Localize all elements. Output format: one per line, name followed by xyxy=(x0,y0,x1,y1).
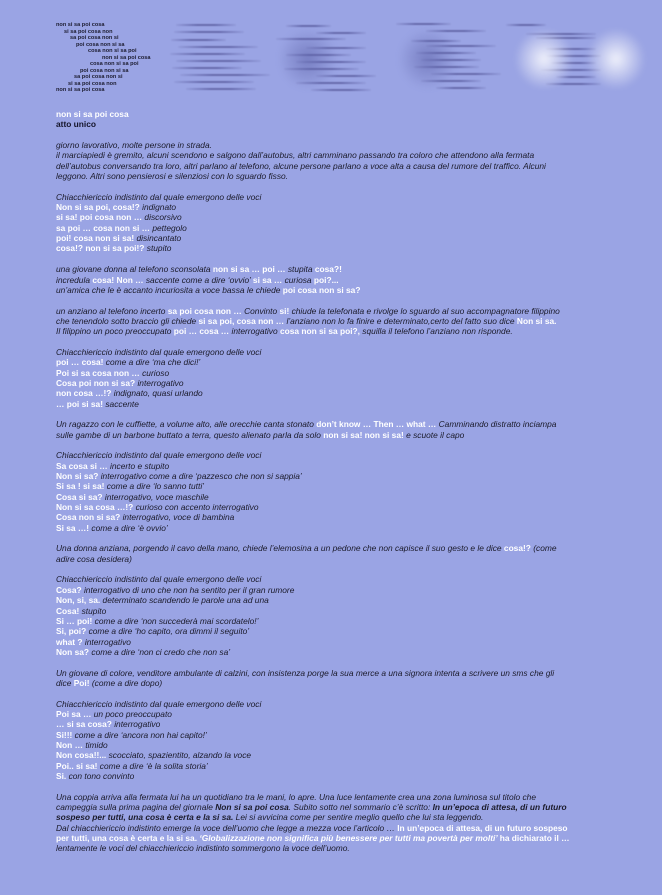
stage-direction: il marciapiedi è gremito, alcuni scendono e salgono dall’autobus, altri camminano passando tra coloro che attendono alla fermata xyxy=(56,150,535,161)
stage-direction: Non si sa poi cosa xyxy=(215,802,289,813)
text-line xyxy=(56,357,648,367)
voice-line: poi cosa non si sa? xyxy=(282,284,361,295)
voice-line: Non si sa cosa …!? xyxy=(56,502,136,513)
title-echo-cascade xyxy=(56,22,176,96)
blur-stroke xyxy=(176,60,261,62)
text-line xyxy=(56,543,648,553)
blur-wisp xyxy=(586,28,646,90)
stage-direction: Una donna anziana, porgendo il cavo della mano, chiede l’elemosina a un pedone che non capisce il suo gesto e le dice xyxy=(56,543,504,554)
text-line xyxy=(56,150,648,160)
voice-line: non cosa …!? xyxy=(56,388,114,399)
blur-stroke xyxy=(311,89,371,91)
stage-direction: Dal chiacchiericcio indistinto emerge la voce dell’uomo che legge a mezza voce l’articolo … xyxy=(56,822,398,833)
text-line xyxy=(56,719,648,729)
voice-line: sa poi cosa non … xyxy=(167,305,245,316)
blur-stroke xyxy=(506,24,546,26)
stage-direction: con tono convinto xyxy=(68,771,135,781)
blur-stroke xyxy=(174,81,254,83)
echo-line: non si sa poi cosa xyxy=(102,54,151,61)
text-line xyxy=(56,678,648,688)
stage-direction: un poco preoccupato xyxy=(93,708,172,719)
script-text xyxy=(56,109,648,864)
voice-line: si! xyxy=(279,305,292,316)
text-line xyxy=(56,264,648,274)
stage-direction: sulle gambe di un barbone buttato a terra, questo alienato parla da solo xyxy=(56,429,324,440)
text-line xyxy=(56,171,648,181)
stage-direction: lentamente le voci del chiacchiericcio indistinto sommergono la voce dell’uomo. xyxy=(56,843,350,854)
stage-direction: dell’autobus conversando tra loro, altri parlano al telefono, alcune persone parlano a voce alta a causa del rumore del traffico. Alcuni xyxy=(56,160,546,171)
title-block xyxy=(56,109,648,130)
stage-direction: saccente xyxy=(105,398,139,409)
blur-stroke xyxy=(436,87,486,89)
blur-stroke xyxy=(396,23,451,25)
text-line xyxy=(56,430,648,440)
stage-direction: sospeso per tutti, una cosa è certa e la si sa. xyxy=(56,812,236,823)
voice-line: poi … cosa! xyxy=(56,357,106,368)
text-line xyxy=(56,202,648,212)
voice-line: don’t know … Then … what … xyxy=(316,419,439,430)
blur-wisp xyxy=(514,28,574,90)
paragraph xyxy=(56,192,648,254)
voice-line: Cosa? xyxy=(56,584,84,595)
text-line xyxy=(56,243,648,253)
voice-line: non si sa! non si sa! xyxy=(323,429,407,440)
paragraph xyxy=(56,699,648,782)
text-line xyxy=(56,368,648,378)
stage-direction: timido xyxy=(85,739,108,750)
stage-direction: interrogativo di uno che non ha sentito per il gran rumore xyxy=(83,584,295,595)
text-line xyxy=(56,512,648,522)
stage-direction: Una coppia arriva alla fermata lui ha un quotidiano tra le mani, lo apre. Una luce lentamente crea una zona luminosa sul titolo che xyxy=(56,791,536,802)
stage-direction: curiosa xyxy=(284,274,314,285)
voice-line: per tutti, una cosa è certa e la si sa. xyxy=(56,833,200,844)
text-line xyxy=(56,595,648,605)
voice-line: cosa?! xyxy=(314,264,342,275)
stage-direction: Camminando distratto inciampa xyxy=(438,419,557,430)
text-line xyxy=(56,823,648,833)
voice-line: si sa … xyxy=(252,274,285,285)
voice-line: what ? xyxy=(56,636,85,647)
echo-line: si sa poi cosa non xyxy=(68,80,117,87)
text-line xyxy=(56,554,648,564)
stage-direction: curioso con accento interrogativo xyxy=(135,502,259,513)
paragraph xyxy=(56,140,648,181)
stage-direction: chiude la telefonata e rivolge lo sguardo al suo accompagnatore filippino xyxy=(291,305,560,316)
echo-line: poi cosa non si sa xyxy=(80,67,129,74)
paragraphs xyxy=(56,140,648,854)
stage-direction: stupito xyxy=(81,605,107,616)
stage-direction: stupito xyxy=(146,243,172,254)
stage-direction: Chiacchiericcio indistinto dal quale emergono delle voci xyxy=(56,346,262,357)
stage-direction: come a dire ‘è la solita storia’ xyxy=(99,760,208,771)
blur-stroke xyxy=(170,53,245,55)
text-line xyxy=(56,585,648,595)
stage-direction: campeggia sulla prima pagina del giornale xyxy=(56,802,216,813)
text-line xyxy=(56,668,648,678)
text-line xyxy=(56,161,648,171)
stage-direction: l’anziano non lo fa finire e determinato,certo del fatto suo dice xyxy=(286,315,517,326)
text-line xyxy=(56,223,648,233)
text-line xyxy=(56,750,648,760)
stage-direction: (come xyxy=(530,543,557,554)
text-line xyxy=(56,833,648,843)
stage-direction: determinato scandendo le parole una ad una xyxy=(102,595,269,606)
blur-stroke xyxy=(186,88,256,90)
echo-line: poi cosa non si sa xyxy=(76,41,125,48)
blur-wisp xyxy=(398,28,458,90)
voice-line: cosa!? non si sa poi!? xyxy=(56,243,147,254)
stage-direction: adire cosa desidera) xyxy=(56,553,132,564)
stage-direction: Un ragazzo con le cuffiette, a volume alto, alle orecchie canta stonato xyxy=(56,419,317,430)
paragraph xyxy=(56,419,648,440)
stage-direction: Convinto xyxy=(244,305,280,316)
text-line xyxy=(56,730,648,740)
stage-direction: incredula xyxy=(56,274,93,285)
play-subtitle: atto unico xyxy=(56,119,97,130)
stage-direction: giorno lavorativo, molte persone in strada. xyxy=(56,140,212,151)
text-line xyxy=(56,812,648,822)
stage-direction: dice xyxy=(56,677,74,688)
voice-line: … poi si sa! xyxy=(56,398,106,409)
text-line xyxy=(56,450,648,460)
echo-line: sa poi cosa non si xyxy=(70,35,119,41)
voice-line: Si!!! xyxy=(56,729,75,740)
text-line xyxy=(56,792,648,802)
echo-line: sa poi cosa non si xyxy=(74,74,123,80)
text-line xyxy=(56,606,648,616)
paragraph xyxy=(56,792,648,854)
stage-direction: Un giovane di colore, venditore ambulante di calzini, con insistenza porge la sua merce a una signora intenta a scrivere un sms che gli xyxy=(56,667,555,678)
text-line xyxy=(56,740,648,750)
paragraph xyxy=(56,574,648,657)
voice-line: Si, poi? xyxy=(56,626,89,637)
stage-direction: come a dire ‘ancora non hai capito!’ xyxy=(74,729,207,740)
voice-line: Cosa! xyxy=(56,605,82,616)
text-line xyxy=(56,461,648,471)
voice-line: cosa!? xyxy=(503,543,531,554)
text-line xyxy=(56,802,648,812)
stage-direction: . Subito sotto nel sommario c’è scritto: xyxy=(288,802,433,813)
voice-line: Poi si sa cosa non … xyxy=(56,367,143,378)
voice-line: Non sa? xyxy=(56,646,92,657)
stage-direction: saccente come a dire ‘ovvio’ xyxy=(145,274,253,285)
voice-line: Non … xyxy=(56,739,86,750)
text-line xyxy=(56,637,648,647)
voice-line: cosa non si sa poi?, xyxy=(279,326,360,337)
stage-direction: indignato, quasi urlando xyxy=(113,388,203,399)
text-line xyxy=(56,616,648,626)
stage-direction: una giovane donna al telefono sconsolata xyxy=(56,264,213,275)
text-line xyxy=(56,502,648,512)
stage-direction: come a dire ‘non ci credo che non sa’ xyxy=(91,646,231,657)
text-line xyxy=(56,843,648,853)
stage-direction: Lei si avvicina come per sentire meglio quello che lui sta leggendo. xyxy=(235,812,484,823)
voice-line: poi?... xyxy=(313,274,339,285)
text-line xyxy=(56,140,648,150)
voice-line: Non si sa? xyxy=(56,471,101,482)
text-line xyxy=(56,626,648,636)
text-line xyxy=(56,275,648,285)
voice-line: Poi! xyxy=(73,677,92,688)
header-banner xyxy=(56,22,636,96)
voice-line: Si sa …! xyxy=(56,522,92,533)
stage-direction: Chiacchiericcio indistinto dal quale emergono delle voci xyxy=(56,191,262,202)
text-line xyxy=(56,326,648,336)
stage-direction: curioso xyxy=(142,367,170,378)
voice-line: Non si sa. xyxy=(516,315,557,326)
blur-stroke xyxy=(286,25,331,27)
stage-direction: interrogativo come a dire ‘pazzesco che non si sappia’ xyxy=(100,471,302,482)
paragraph xyxy=(56,347,648,409)
stage-direction: come a dire ‘ho capito, ora dimmi il seguito’ xyxy=(88,626,250,637)
blur-stroke xyxy=(171,39,226,41)
text-line xyxy=(56,399,648,409)
stage-direction: stupita xyxy=(287,264,315,275)
text-line xyxy=(56,492,648,502)
stage-direction: discorsivo xyxy=(144,212,182,223)
stage-direction: come a dire ‘è ovvio’ xyxy=(91,522,168,533)
text-line xyxy=(56,388,648,398)
motion-blur-graphic xyxy=(166,22,636,96)
voice-line: Cosa si sa? xyxy=(56,491,105,502)
voice-line: sa poi … cosa non si … xyxy=(56,222,153,233)
blur-stroke xyxy=(178,46,258,48)
stage-direction: un anziano al telefono incerto xyxy=(56,305,168,316)
voice-line: Sa cosa si … xyxy=(56,460,110,471)
stage-direction: e scuote il capo xyxy=(406,429,465,440)
stage-direction: interrogativo xyxy=(137,377,184,388)
paragraph xyxy=(56,668,648,689)
voice-line: Non si sa poi, cosa!? xyxy=(56,202,143,213)
stage-direction: Chiacchiericcio indistinto dal quale emergono delle voci xyxy=(56,450,262,461)
voice-line: Si sa ! si sa! xyxy=(56,481,107,492)
echo-line: non si sa poi cosa xyxy=(56,22,105,28)
voice-line: In un’epoca di attesa, di un futuro sospeso xyxy=(397,822,568,833)
voice-line: si sa! poi cosa non … xyxy=(56,212,145,223)
stage-direction: come a dire ‘non succederà mai scordatelo!’ xyxy=(94,615,259,626)
stage-direction: interrogativo xyxy=(84,636,131,647)
voice-line: cosa! Non … xyxy=(92,274,146,285)
stage-direction: come a dire ‘ma che dici!’ xyxy=(105,357,201,368)
paragraph xyxy=(56,306,648,337)
text-line xyxy=(56,771,648,781)
voice-line: poi! cosa non si sa! xyxy=(56,233,137,244)
voice-line: Poi.. si sa! xyxy=(56,760,100,771)
voice-line: non si sa … poi … xyxy=(212,264,288,275)
stage-direction: leggono. Altri sono pensierosi e silenziosi con lo sguardo fisso. xyxy=(56,171,288,182)
paragraph xyxy=(56,450,648,533)
stage-direction: In un’epoca di attesa, di un futuro xyxy=(432,802,567,813)
voice-line: ha dichiarato il … xyxy=(499,833,570,844)
text-line xyxy=(56,285,648,295)
text-line xyxy=(56,481,648,491)
echo-line: non si sa poi cosa xyxy=(56,87,105,93)
text-line xyxy=(56,306,648,316)
text-line xyxy=(56,699,648,709)
stage-direction: interrogativo xyxy=(114,719,161,730)
blur-wisp xyxy=(278,28,338,90)
text-line xyxy=(56,316,648,326)
voice-line: ‘Globalizzazione non significa più benessere per tutti ma povertà per molti’ xyxy=(199,833,500,844)
voice-line: Non, si, sa. xyxy=(56,595,103,606)
stage-direction: Chiacchiericcio indistinto dal quale emergono delle voci xyxy=(56,698,262,709)
stage-direction: che tenendolo sotto braccio gli chiede xyxy=(56,315,199,326)
text-line xyxy=(56,471,648,481)
stage-direction: come a dire ‘lo sanno tutti’ xyxy=(106,481,205,492)
stage-direction: interrogativo xyxy=(231,326,280,337)
blur-stroke xyxy=(174,31,244,33)
stage-direction: interrogativo, voce di bambina xyxy=(122,512,235,523)
text-line xyxy=(56,419,648,429)
voice-line: Cosa non si sa? xyxy=(56,512,123,523)
echo-line: cosa non si sa poi xyxy=(90,61,139,67)
stage-direction: (come a dire dopo) xyxy=(91,677,163,688)
stage-direction: disincantato xyxy=(136,233,182,244)
paragraph xyxy=(56,264,648,295)
blur-stroke xyxy=(176,24,236,26)
echo-line: cosa non si sa poi xyxy=(88,48,137,54)
echo-line: si sa poi cosa non xyxy=(64,28,113,35)
text-line xyxy=(56,347,648,357)
voice-line: Si. xyxy=(56,771,69,781)
stage-direction: interrogativo, voce maschile xyxy=(104,491,209,502)
text-line xyxy=(56,378,648,388)
text-line xyxy=(56,761,648,771)
paragraph xyxy=(56,543,648,564)
blur-stroke xyxy=(180,74,270,76)
text-line xyxy=(56,212,648,222)
stage-direction: squilla il telefono l’anziano non risponde. xyxy=(359,326,513,337)
stage-direction: un’amica che le è accanto incuriosita a voce bassa le chiede xyxy=(56,284,283,295)
blur-stroke xyxy=(172,67,242,69)
text-line xyxy=(56,192,648,202)
stage-direction: pettegolo xyxy=(152,222,187,233)
stage-direction: indignato xyxy=(142,202,177,213)
text-line xyxy=(56,523,648,533)
play-title: non si sa poi cosa xyxy=(56,109,129,119)
stage-direction: Chiacchiericcio indistinto dal quale emergono delle voci xyxy=(56,574,262,585)
text-line xyxy=(56,233,648,243)
text-line xyxy=(56,647,648,657)
voice-line: … si sa cosa? xyxy=(56,719,115,730)
voice-line: si sa poi, cosa non … xyxy=(198,315,287,326)
stage-direction: incerto e stupito xyxy=(110,460,170,471)
text-line xyxy=(56,574,648,584)
voice-line: Poi sa … xyxy=(56,708,94,719)
voice-line: Si … poi! xyxy=(56,615,95,626)
stage-direction: Il filippino un poco preoccupato xyxy=(56,326,174,337)
voice-line: Non cosa!!... xyxy=(56,750,109,761)
voice-line: poi … cosa … xyxy=(173,326,232,337)
voice-line: Cosa poi non si sa? xyxy=(56,377,138,388)
text-line xyxy=(56,709,648,719)
stage-direction: scocciato, spazientito, alzando la voce xyxy=(108,750,252,761)
